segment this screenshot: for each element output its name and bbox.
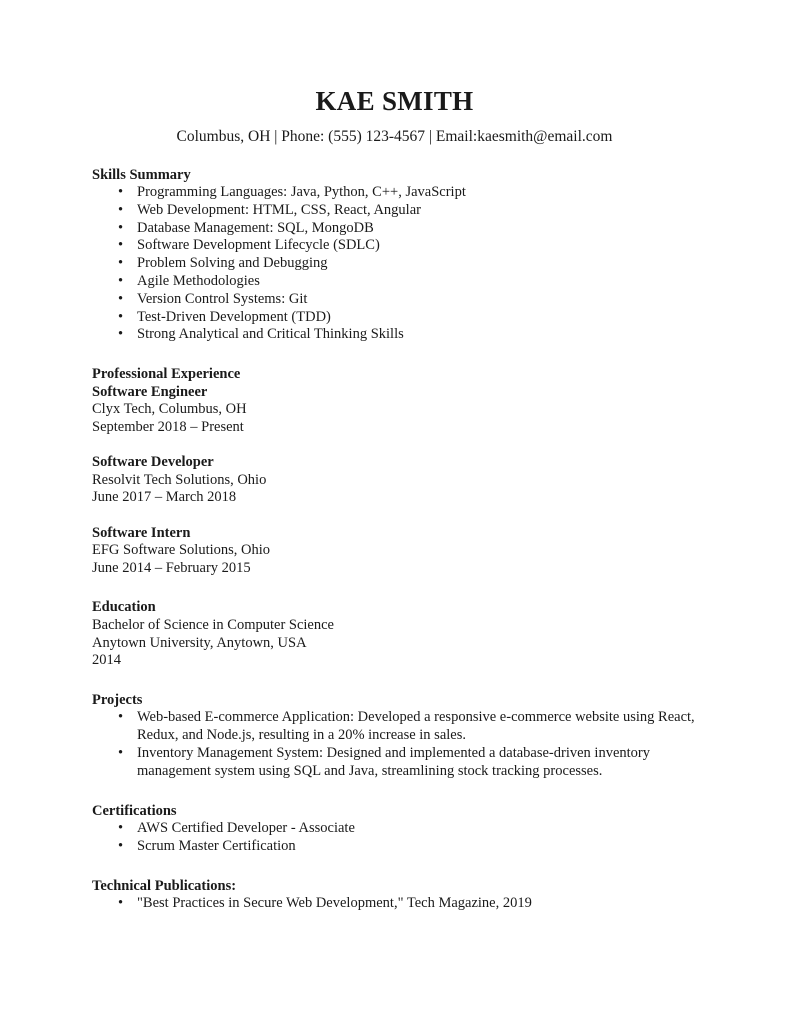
section-professional-experience — [92, 366, 697, 577]
list-item — [92, 220, 697, 238]
list-item-text: Inventory Management System: Designed and implemented a database-driven inventory management system using SQL and Java, streamlining stock tracking processes. — [137, 744, 650, 779]
bullet-icon: • — [118, 201, 124, 218]
experience-entry — [92, 525, 697, 578]
experience-entry — [92, 454, 697, 507]
resume-header — [0, 0, 789, 145]
list-item — [92, 895, 697, 913]
resume-content — [92, 0, 697, 913]
job-dates: June 2017 – March 2018 — [92, 489, 237, 506]
education-year: 2014 — [92, 652, 121, 669]
list-item — [92, 326, 697, 344]
job-company: Clyx Tech, Columbus, OH — [92, 401, 247, 418]
list-item-text: Web-based E-commerce Application: Developed a responsive e-commerce website using React, Redux, and Node.js, resulting in a 20% increase in sales. — [137, 709, 695, 744]
job-company: EFG Software Solutions, Ohio — [92, 542, 271, 559]
list-item-text: Web Development: HTML, CSS, React, Angular — [137, 201, 421, 218]
bullet-icon: • — [118, 308, 124, 325]
projects-heading: Projects — [92, 691, 143, 708]
professional-experience-heading: Professional Experience — [92, 366, 241, 383]
bullet-icon: • — [118, 744, 124, 761]
job-dates: September 2018 – Present — [92, 419, 244, 436]
bullet-icon: • — [118, 255, 124, 272]
skills-summary-heading: Skills Summary — [92, 166, 191, 183]
list-item — [92, 309, 697, 327]
job-company: Resolvit Tech Solutions, Ohio — [92, 471, 267, 488]
bullet-icon: • — [118, 219, 124, 236]
list-item-text: Programming Languages: Java, Python, C++, JavaScript — [137, 184, 466, 201]
list-item-text: Version Control Systems: Git — [137, 290, 308, 307]
section-projects — [92, 692, 697, 781]
certifications-heading: Certifications — [92, 802, 177, 819]
candidate-name: KAE SMITH — [315, 86, 474, 116]
certifications-list — [92, 820, 697, 856]
projects-list — [92, 709, 697, 780]
list-item — [92, 838, 697, 856]
list-item — [92, 237, 697, 255]
list-item — [92, 709, 697, 745]
skills-list — [92, 184, 697, 344]
list-item-text: Database Management: SQL, MongoDB — [137, 219, 374, 236]
list-item-text: Strong Analytical and Critical Thinking Skills — [137, 326, 404, 343]
list-item-text: Agile Methodologies — [137, 273, 260, 290]
list-item — [92, 184, 697, 202]
list-item-text: Software Development Lifecycle (SDLC) — [137, 237, 380, 254]
technical-publications-heading: Technical Publications: — [92, 877, 237, 894]
section-skills-summary — [92, 167, 697, 345]
list-item-text: AWS Certified Developer - Associate — [137, 820, 355, 837]
list-item — [92, 820, 697, 838]
experience-jobs — [92, 384, 697, 578]
bullet-icon: • — [118, 326, 124, 343]
list-item — [92, 202, 697, 220]
contact-line: Columbus, OH | Phone: (555) 123-4567 | Email:kaesmith@email.com — [176, 128, 613, 145]
job-dates: June 2014 – February 2015 — [92, 559, 251, 576]
publications-list — [92, 895, 697, 913]
education-degree: Bachelor of Science in Computer Science — [92, 616, 334, 633]
list-item-text: Scrum Master Certification — [137, 837, 296, 854]
bullet-icon: • — [118, 837, 124, 854]
bullet-icon: • — [118, 709, 124, 726]
list-item — [92, 291, 697, 309]
experience-entry — [92, 384, 697, 437]
job-role: Software Developer — [92, 454, 214, 471]
list-item-text: Problem Solving and Debugging — [137, 255, 328, 272]
bullet-icon: • — [118, 237, 124, 254]
bullet-icon: • — [118, 273, 124, 290]
bullet-icon: • — [118, 895, 124, 912]
list-item — [92, 273, 697, 291]
bullet-icon: • — [118, 820, 124, 837]
list-item-text: Test-Driven Development (TDD) — [137, 308, 331, 325]
education-school: Anytown University, Anytown, USA — [92, 634, 307, 651]
section-technical-publications — [92, 878, 697, 913]
list-item — [92, 255, 697, 273]
job-role: Software Intern — [92, 524, 191, 541]
list-item-text: "Best Practices in Secure Web Development," Tech Magazine, 2019 — [137, 895, 532, 912]
section-education — [92, 599, 697, 669]
job-role: Software Engineer — [92, 383, 208, 400]
bullet-icon: • — [118, 184, 124, 201]
education-heading: Education — [92, 599, 156, 616]
section-certifications — [92, 803, 697, 856]
bullet-icon: • — [118, 290, 124, 307]
list-item — [92, 745, 697, 781]
